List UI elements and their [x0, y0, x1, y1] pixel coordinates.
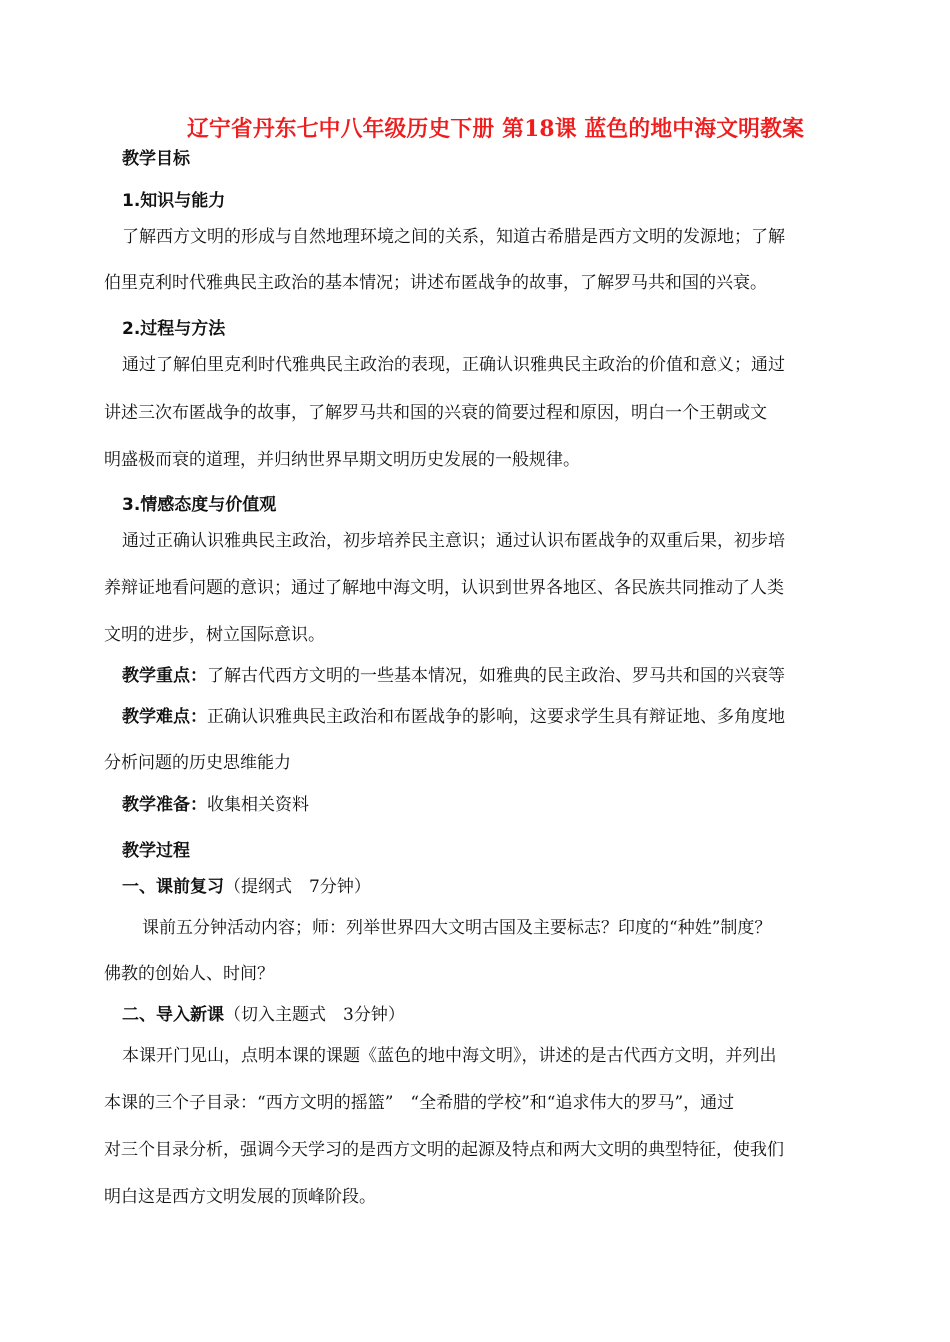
key-point-text: 了解古代西方文明的一些基本情况，如雅典的民主政治、罗马共和国的兴衰等	[207, 666, 785, 686]
process-line-3: 明盛极而衰的道理，并归纳世界早期文明历史发展的一般规律。	[104, 450, 580, 470]
difficulty-label: 教学难点：	[122, 707, 207, 727]
preparation-label: 教学准备：	[122, 795, 207, 815]
key-point	[122, 666, 785, 686]
review-line-2: 佛教的创始人、时间？	[104, 964, 274, 984]
intro-line-4: 明白这是西方文明发展的顶峰阶段。	[104, 1187, 376, 1207]
emotion-line-2: 养辩证地看问题的意识；通过了解地中海文明，认识到世界各地区、各民族共同推动了人类	[104, 578, 784, 598]
difficulty-text-1: 正确认识雅典民主政治和布匿战争的影响，这要求学生具有辩证地、多角度地	[207, 707, 785, 727]
review-note: （提纲式 7分钟）	[224, 877, 371, 897]
intro-note: （切入主题式 3分钟）	[224, 1005, 405, 1025]
preparation	[122, 795, 309, 815]
key-point-label: 教学重点：	[122, 666, 207, 686]
knowledge-line-1: 了解西方文明的形成与自然地理环境之间的关系，知道古希腊是西方文明的发源地；了解	[122, 227, 785, 247]
knowledge-heading: 1.知识与能力	[122, 191, 226, 211]
review-heading	[122, 877, 371, 897]
intro-label: 二、导入新课	[122, 1005, 224, 1025]
knowledge-line-2: 伯里克利时代雅典民主政治的基本情况；讲述布匿战争的故事，了解罗马共和国的兴衰。	[104, 273, 767, 293]
difficulty-text-2: 分析问题的历史思维能力	[104, 753, 291, 773]
document-title: 辽宁省丹东七中八年级历史下册 第18课 蓝色的地中海文明教案	[186, 116, 805, 142]
intro-line-2: 本课的三个子目录：“西方文明的摇篮” “全希腊的学校”和“追求伟大的罗马”，通过	[104, 1093, 735, 1113]
emotion-line-3: 文明的进步，树立国际意识。	[104, 625, 325, 645]
preparation-text: 收集相关资料	[207, 795, 309, 815]
review-label: 一、课前复习	[122, 877, 224, 897]
process-heading: 2.过程与方法	[122, 319, 226, 339]
difficulty	[122, 707, 785, 727]
objectives-heading: 教学目标	[122, 149, 190, 169]
review-line-1: 课前五分钟活动内容；师：列举世界四大文明古国及主要标志？印度的“种姓”制度？	[142, 918, 772, 938]
teaching-process-heading: 教学过程	[122, 841, 190, 861]
intro-heading	[122, 1005, 405, 1025]
intro-line-3: 对三个目录分析，强调今天学习的是西方文明的起源及特点和两大文明的典型特征，使我们	[104, 1140, 784, 1160]
intro-line-1: 本课开门见山，点明本课的课题《蓝色的地中海文明》，讲述的是古代西方文明，并列出	[122, 1046, 777, 1066]
process-line-2: 讲述三次布匿战争的故事，了解罗马共和国的兴衰的简要过程和原因，明白一个王朝或文	[104, 403, 767, 423]
emotion-line-1: 通过正确认识雅典民主政治，初步培养民主意识；通过认识布匿战争的双重后果，初步培	[122, 531, 785, 551]
process-line-1: 通过了解伯里克利时代雅典民主政治的表现，正确认识雅典民主政治的价值和意义；通过	[122, 355, 785, 375]
emotion-heading: 3.情感态度与价值观	[122, 495, 277, 515]
